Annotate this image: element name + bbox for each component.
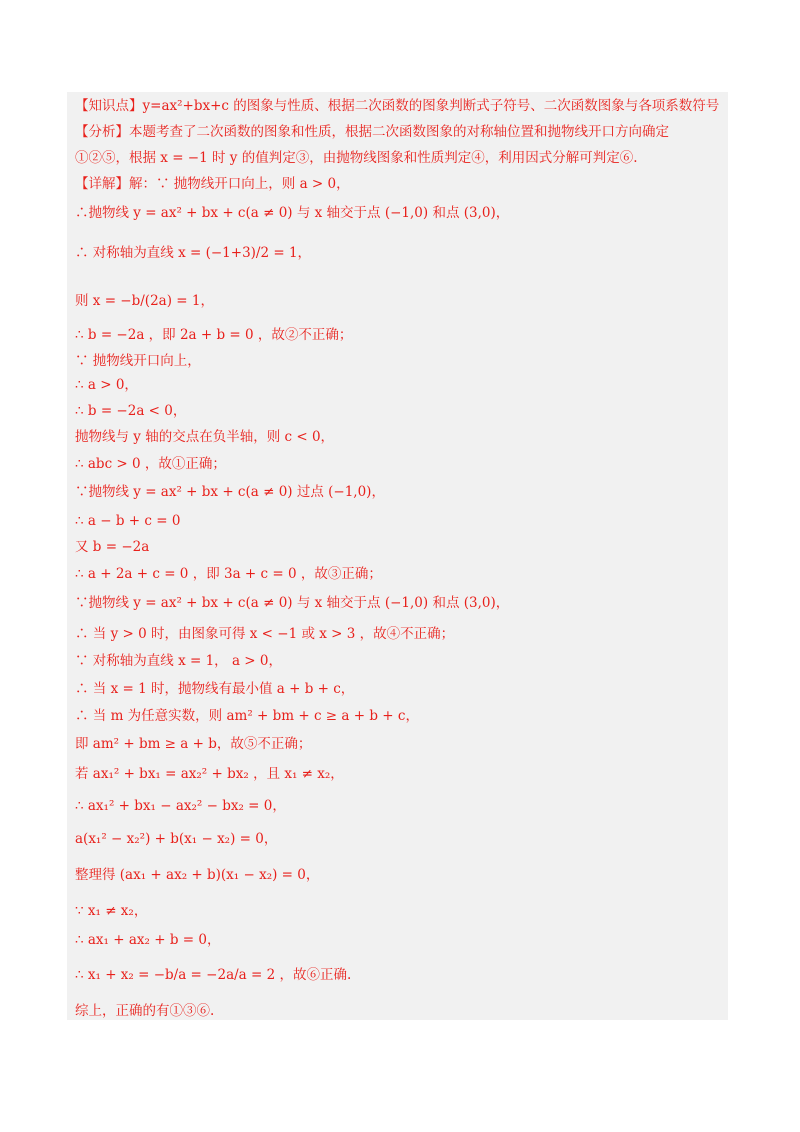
detail-line-14: ∴ a + 2a + c = 0 ，即 3a + c = 0 ，故③正确； — [75, 566, 382, 582]
detail-line-4: 则 x = −b/(2a) = 1， — [75, 293, 214, 309]
conclusion-line: 综上，正确的有①③⑥. — [75, 1003, 215, 1019]
detail-line-11: ∵抛物线 y = ax² + bx + c(a ≠ 0) 过点 (−1,0)， — [75, 484, 385, 500]
detail-line-1: 【详解】解：∵ 抛物线开口向上，则 a > 0， — [75, 176, 350, 192]
detail-line-24: 整理得 (ax₁ + ax₂ + b)(x₁ − x₂) = 0， — [75, 867, 320, 883]
detail-line-21: 若 ax₁² + bx₁ = ax₂² + bx₂ ，且 x₁ ≠ x₂， — [75, 766, 344, 782]
detail-line-12: ∴ a − b + c = 0 — [75, 513, 181, 529]
detail-line-22: ∴ ax₁² + bx₁ − ax₂² − bx₂ = 0， — [75, 798, 286, 814]
knowledge-point-line: 【知识点】y=ax²+bx+c 的图象与性质、根据二次函数的图象判断式子符号、二次函数图象与各项系数符号 — [75, 98, 720, 114]
detail-line-13: 又 b = −2a — [75, 539, 150, 555]
analysis-line-2: ①②⑤，根据 x = −1 时 y 的值判定③，由抛物线图象和性质判定④，利用因式分解可判定⑥. — [75, 150, 638, 166]
analysis-line-1: 【分析】本题考查了二次函数的图象和性质，根据二次函数图象的对称轴位置和抛物线开口方向确定 — [75, 124, 669, 140]
detail-line-20: 即 am² + bm ≥ a + b，故⑤不正确； — [75, 736, 312, 752]
detail-line-3: ∴ 对称轴为直线 x = (−1+3)/2 = 1， — [75, 245, 312, 261]
detail-line-18: ∴ 当 x = 1 时，抛物线有最小值 a + b + c， — [75, 681, 355, 697]
detail-line-7: ∴ a > 0， — [75, 377, 138, 393]
detail-line-15: ∵抛物线 y = ax² + bx + c(a ≠ 0) 与 x 轴交于点 (−1,0) 和点 (3,0)， — [75, 595, 510, 611]
detail-line-5: ∴ b = −2a ，即 2a + b = 0 ，故②不正确； — [75, 327, 353, 343]
detail-line-26: ∴ ax₁ + ax₂ + b = 0， — [75, 932, 221, 948]
detail-line-25: ∵ x₁ ≠ x₂， — [75, 903, 148, 919]
detail-line-2: ∴抛物线 y = ax² + bx + c(a ≠ 0) 与 x 轴交于点 (−1,0) 和点 (3,0)， — [75, 205, 510, 221]
detail-line-6: ∵ 抛物线开口向上， — [75, 353, 201, 369]
detail-line-27: ∴ x₁ + x₂ = −b/a = −2a/a = 2 ，故⑥正确. — [75, 967, 352, 983]
detail-line-10: ∴ abc > 0 ，故①正确； — [75, 456, 226, 472]
detail-line-19: ∴ 当 m 为任意实数，则 am² + bm + c ≥ a + b + c， — [75, 708, 419, 724]
detail-line-8: ∴ b = −2a < 0， — [75, 403, 187, 419]
detail-line-23: a(x₁² − x₂²) + b(x₁ − x₂) = 0， — [75, 831, 278, 847]
detail-line-17: ∵ 对称轴为直线 x = 1， a > 0， — [75, 653, 283, 669]
detail-line-9: 抛物线与 y 轴的交点在负半轴，则 c < 0， — [75, 429, 335, 445]
detail-line-16: ∴ 当 y > 0 时，由图象可得 x < −1 或 x > 3 ，故④不正确； — [75, 626, 455, 642]
